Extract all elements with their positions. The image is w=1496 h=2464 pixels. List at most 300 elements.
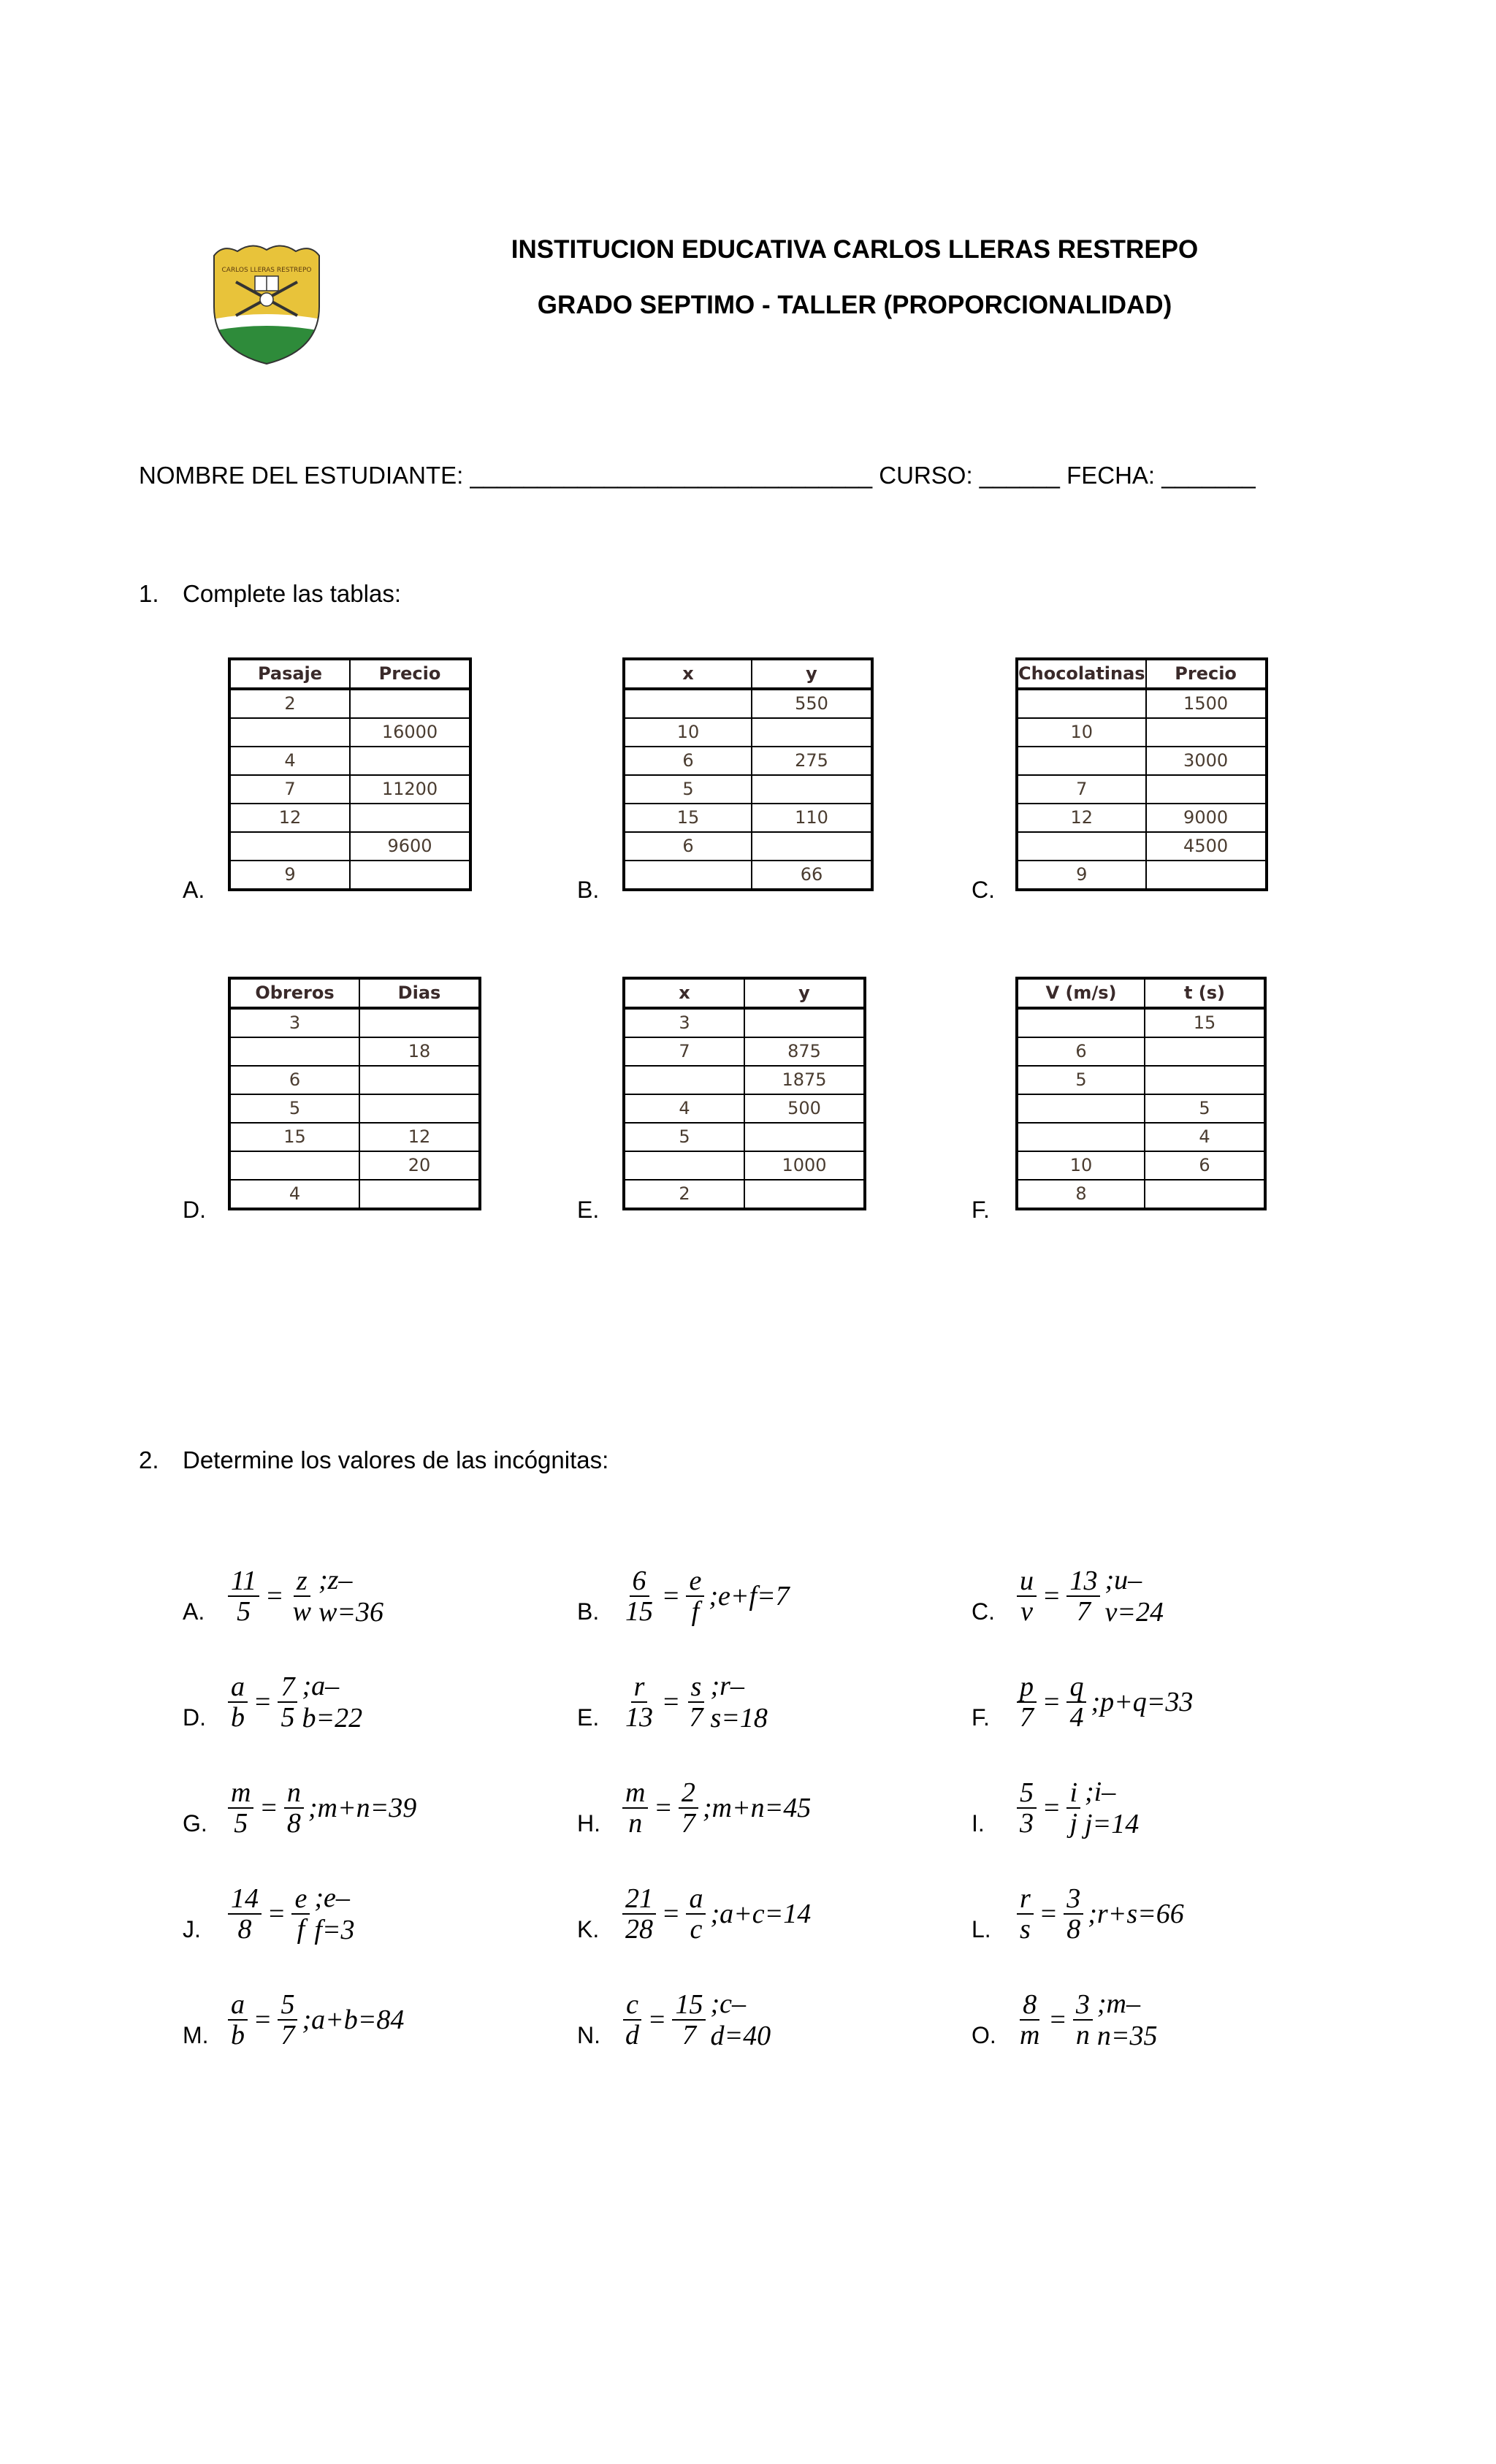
table-f xyxy=(1015,977,1267,1210)
table-cell: 12 xyxy=(359,1123,480,1151)
table-row xyxy=(1017,832,1267,861)
table-cell: 10 xyxy=(1017,718,1146,747)
numerator: c xyxy=(623,1990,641,2021)
numerator: a xyxy=(686,1884,706,1915)
equation-expression xyxy=(1014,1980,1158,2060)
numerator: 15 xyxy=(672,1990,706,2021)
empty-answer-cell[interactable] xyxy=(1017,689,1146,718)
table-d-letter: D. xyxy=(183,1197,206,1223)
table-row xyxy=(624,747,872,775)
empty-answer-cell[interactable] xyxy=(1145,1180,1265,1209)
table-row xyxy=(624,1094,865,1123)
left-fraction xyxy=(622,1884,656,1944)
table-cell: 7 xyxy=(1017,775,1146,804)
question-1-title xyxy=(139,580,401,608)
denominator: s xyxy=(1020,1914,1031,1945)
table-header-cell: y xyxy=(744,978,865,1008)
table-cell: 5 xyxy=(624,775,752,804)
table-c-letter: C. xyxy=(972,877,995,903)
table-header-row xyxy=(229,978,480,1008)
numerator: 2 xyxy=(679,1778,698,1809)
numerator: e xyxy=(291,1884,310,1915)
numerator: e xyxy=(686,1566,704,1597)
table-row xyxy=(1017,1008,1265,1037)
equals-sign: = xyxy=(1050,2005,1066,2035)
left-fraction xyxy=(622,1778,648,1838)
denominator: w xyxy=(292,1596,311,1627)
denominator: n xyxy=(1075,2020,1090,2051)
left-fraction xyxy=(228,1778,253,1838)
question-2-number: 2. xyxy=(139,1446,159,1473)
date-blank[interactable]: _______ xyxy=(1161,462,1256,489)
table-cell: 3000 xyxy=(1146,747,1267,775)
table-row xyxy=(1017,718,1267,747)
empty-answer-cell[interactable] xyxy=(350,747,470,775)
equation-expression xyxy=(619,1662,768,1742)
table-cell: 1000 xyxy=(744,1151,865,1180)
table-cell: 6 xyxy=(1017,1037,1145,1066)
table-b-letter: B. xyxy=(577,877,600,903)
equation-letter: C. xyxy=(972,1598,995,1625)
empty-answer-cell[interactable] xyxy=(359,1180,480,1209)
table-row xyxy=(229,1037,480,1066)
right-fraction xyxy=(278,1990,297,2050)
denominator: 8 xyxy=(1066,1914,1081,1945)
right-fraction xyxy=(686,1884,706,1944)
numerator: 21 xyxy=(622,1884,656,1915)
equation-letter: N. xyxy=(577,2022,600,2048)
equation-condition: ;a+c=14 xyxy=(710,1899,812,1929)
numerator: m xyxy=(228,1778,253,1809)
empty-answer-cell[interactable] xyxy=(1017,832,1146,861)
table-cell: 7 xyxy=(229,775,350,804)
empty-answer-cell[interactable] xyxy=(744,1180,865,1209)
table-row xyxy=(1017,804,1267,832)
empty-answer-cell[interactable] xyxy=(1145,1066,1265,1094)
equals-sign: = xyxy=(655,1793,671,1823)
denominator: 5 xyxy=(234,1808,248,1839)
empty-answer-cell[interactable] xyxy=(359,1008,480,1037)
table-header-cell: x xyxy=(624,659,752,689)
denominator: n xyxy=(628,1808,643,1839)
equals-sign: = xyxy=(261,1793,277,1823)
table-cell: 1500 xyxy=(1146,689,1267,718)
student-name-label: NOMBRE DEL ESTUDIANTE: xyxy=(139,462,464,489)
table-cell: 12 xyxy=(1017,804,1146,832)
table-b xyxy=(622,657,874,891)
table-row xyxy=(229,1151,480,1180)
left-fraction xyxy=(1017,1778,1037,1838)
right-fraction xyxy=(679,1778,698,1838)
table-row xyxy=(229,718,470,747)
empty-answer-cell[interactable] xyxy=(1017,1094,1145,1123)
equation-condition: ;a+b=84 xyxy=(302,2005,405,2035)
table-header-cell: Pasaje xyxy=(229,659,350,689)
empty-answer-cell[interactable] xyxy=(359,1094,480,1123)
numerator: i xyxy=(1066,1778,1080,1809)
table-row xyxy=(229,1094,480,1123)
table-row xyxy=(229,1123,480,1151)
numerator: m xyxy=(622,1778,648,1809)
numerator: 11 xyxy=(228,1566,259,1597)
left-fraction xyxy=(622,1566,656,1626)
denominator: f xyxy=(297,1914,305,1945)
table-cell: 5 xyxy=(624,1123,744,1151)
empty-answer-cell[interactable] xyxy=(350,861,470,890)
denominator: 8 xyxy=(286,1808,301,1839)
equals-sign: = xyxy=(1040,1899,1057,1929)
equation-letter: A. xyxy=(183,1598,205,1625)
denominator: 7 xyxy=(1020,1702,1034,1733)
numerator: r xyxy=(1017,1884,1034,1915)
table-row xyxy=(624,1066,865,1094)
student-info-line xyxy=(139,462,1256,489)
table-cell: 4500 xyxy=(1146,832,1267,861)
table-cell: 875 xyxy=(744,1037,865,1066)
table-cell: 4 xyxy=(229,747,350,775)
empty-answer-cell[interactable] xyxy=(350,689,470,718)
table-cell: 3 xyxy=(624,1008,744,1037)
table-cell: 6 xyxy=(229,1066,359,1094)
equation-expression xyxy=(225,1556,383,1636)
table-cell: 9600 xyxy=(350,832,470,861)
table-cell: 12 xyxy=(229,804,350,832)
equation-condition: ;a–b=22 xyxy=(302,1671,363,1733)
table-row xyxy=(229,1180,480,1209)
table-cell: 4 xyxy=(624,1094,744,1123)
equation-condition: ;m–n=35 xyxy=(1096,1988,1158,2051)
table-header-cell: Obreros xyxy=(229,978,359,1008)
right-fraction xyxy=(284,1778,304,1838)
equals-sign: = xyxy=(649,2005,665,2035)
denominator: 7 xyxy=(681,1808,695,1839)
equation-letter: I. xyxy=(972,1810,985,1836)
equation-letter: K. xyxy=(577,1916,600,1942)
left-fraction xyxy=(1017,1672,1037,1732)
empty-answer-cell[interactable] xyxy=(229,1037,359,1066)
numerator: 7 xyxy=(278,1672,297,1703)
table-c xyxy=(1015,657,1268,891)
empty-answer-cell[interactable] xyxy=(359,1066,480,1094)
table-row xyxy=(1017,689,1267,718)
denominator: 4 xyxy=(1069,1702,1084,1733)
numerator: 5 xyxy=(1017,1778,1037,1809)
course-label: CURSO: xyxy=(879,462,973,489)
numerator: q xyxy=(1066,1672,1086,1703)
equals-sign: = xyxy=(267,1581,283,1611)
empty-answer-cell[interactable] xyxy=(752,775,872,804)
empty-answer-cell[interactable] xyxy=(752,718,872,747)
equation-expression xyxy=(619,1556,790,1636)
numerator: s xyxy=(688,1672,705,1703)
left-fraction xyxy=(622,1990,642,2050)
equals-sign: = xyxy=(255,1687,271,1717)
table-row xyxy=(1017,1037,1265,1066)
numerator: 3 xyxy=(1064,1884,1083,1915)
left-fraction xyxy=(1017,1990,1042,2050)
table-row xyxy=(229,861,470,890)
numerator: 13 xyxy=(1066,1566,1100,1597)
empty-answer-cell[interactable] xyxy=(744,1123,865,1151)
denominator: 7 xyxy=(682,2020,696,2051)
equation-condition: ;i–j=14 xyxy=(1085,1777,1140,1839)
denominator: 28 xyxy=(625,1914,653,1945)
equation-expression xyxy=(225,1662,362,1742)
equation-condition: ;m+n=45 xyxy=(702,1793,812,1823)
denominator: 13 xyxy=(625,1702,653,1733)
denominator: 7 xyxy=(689,1702,703,1733)
table-header-cell: V (m/s) xyxy=(1017,978,1145,1008)
empty-answer-cell[interactable] xyxy=(350,804,470,832)
table-row xyxy=(229,1066,480,1094)
question-1-number: 1. xyxy=(139,580,159,607)
right-fraction xyxy=(278,1672,297,1732)
numerator: 8 xyxy=(1020,1990,1039,2021)
table-row xyxy=(624,775,872,804)
equation-letter: E. xyxy=(577,1704,600,1731)
equation-letter: O. xyxy=(972,2022,996,2048)
empty-answer-cell[interactable] xyxy=(1146,861,1267,890)
table-cell: 2 xyxy=(229,689,350,718)
empty-answer-cell[interactable] xyxy=(624,861,752,890)
table-cell: 9000 xyxy=(1146,804,1267,832)
table-row xyxy=(229,832,470,861)
table-row xyxy=(624,861,872,890)
table-cell: 20 xyxy=(359,1151,480,1180)
empty-answer-cell[interactable] xyxy=(229,832,350,861)
table-row xyxy=(624,1037,865,1066)
table-row xyxy=(1017,775,1267,804)
equation-letter: H. xyxy=(577,1810,600,1836)
right-fraction xyxy=(1066,1672,1086,1732)
table-e xyxy=(622,977,866,1210)
left-fraction xyxy=(228,1884,262,1944)
table-cell: 6 xyxy=(624,747,752,775)
table-row xyxy=(1017,1123,1265,1151)
empty-answer-cell[interactable] xyxy=(1145,1037,1265,1066)
empty-answer-cell[interactable] xyxy=(1146,775,1267,804)
table-cell: 15 xyxy=(624,804,752,832)
school-logo xyxy=(208,241,325,365)
denominator: m xyxy=(1020,2020,1040,2051)
denominator: 8 xyxy=(237,1914,252,1945)
table-row xyxy=(229,689,470,718)
table-row xyxy=(1017,1094,1265,1123)
table-row xyxy=(1017,1066,1265,1094)
denominator: 5 xyxy=(280,1702,295,1733)
table-f-letter: F. xyxy=(972,1197,990,1223)
left-fraction xyxy=(622,1672,656,1732)
left-fraction xyxy=(228,1990,248,2050)
equation-expression xyxy=(619,1980,771,2060)
table-cell: 1875 xyxy=(744,1066,865,1094)
institution-title: INSTITUCION EDUCATIVA CARLOS LLERAS RESTREPO xyxy=(511,235,1199,264)
equation-expression xyxy=(225,1874,355,1954)
equation-condition: ;p+q=33 xyxy=(1091,1687,1194,1717)
equation-letter: D. xyxy=(183,1704,206,1731)
empty-answer-cell[interactable] xyxy=(1017,747,1146,775)
workshop-title: GRADO SEPTIMO - TALLER (PROPORCIONALIDAD) xyxy=(537,291,1172,319)
table-header-cell: Precio xyxy=(350,659,470,689)
left-fraction xyxy=(228,1566,259,1626)
table-header-cell: Precio xyxy=(1146,659,1267,689)
table-cell: 2 xyxy=(624,1180,744,1209)
table-cell: 66 xyxy=(752,861,872,890)
equation-condition: ;m+n=39 xyxy=(308,1793,417,1823)
equals-sign: = xyxy=(663,1687,679,1717)
equation-expression xyxy=(225,1980,404,2060)
numerator: p xyxy=(1017,1672,1037,1703)
equation-condition: ;e+f=7 xyxy=(709,1581,790,1611)
table-header-row xyxy=(229,659,470,689)
numerator: 3 xyxy=(1073,1990,1093,2021)
table-cell: 9 xyxy=(229,861,350,890)
table-cell: 7 xyxy=(624,1037,744,1066)
equation-letter: L. xyxy=(972,1916,991,1942)
logo-text: CARLOS LLERAS RESTREPO xyxy=(221,267,312,274)
table-header-row xyxy=(624,659,872,689)
empty-answer-cell[interactable] xyxy=(744,1008,865,1037)
question-2-title xyxy=(139,1446,608,1474)
equals-sign: = xyxy=(1044,1687,1060,1717)
left-fraction xyxy=(1017,1566,1037,1626)
table-cell: 15 xyxy=(229,1123,359,1151)
table-cell: 5 xyxy=(1145,1094,1265,1123)
table-row xyxy=(624,804,872,832)
empty-answer-cell[interactable] xyxy=(1146,718,1267,747)
table-row xyxy=(624,1008,865,1037)
denominator: c xyxy=(690,1914,703,1945)
table-header-cell: t (s) xyxy=(1145,978,1265,1008)
equation-letter: F. xyxy=(972,1704,990,1731)
equals-sign: = xyxy=(1044,1793,1060,1823)
equation-expression xyxy=(1014,1874,1184,1954)
table-cell: 6 xyxy=(1145,1151,1265,1180)
table-header-cell: x xyxy=(624,978,744,1008)
numerator: r xyxy=(631,1672,648,1703)
equals-sign: = xyxy=(663,1581,679,1611)
equation-expression xyxy=(619,1874,811,1954)
table-cell: 275 xyxy=(752,747,872,775)
table-cell: 6 xyxy=(624,832,752,861)
table-cell: 16000 xyxy=(350,718,470,747)
denominator: j xyxy=(1069,1808,1077,1839)
table-row xyxy=(624,1180,865,1209)
equals-sign: = xyxy=(1044,1581,1060,1611)
question-2-text: Determine los valores de las incógnitas: xyxy=(183,1446,609,1473)
table-a xyxy=(228,657,472,891)
table-cell: 110 xyxy=(752,804,872,832)
denominator: 5 xyxy=(237,1596,251,1627)
equation-letter: B. xyxy=(577,1598,600,1625)
empty-answer-cell[interactable] xyxy=(229,1151,359,1180)
table-row xyxy=(624,832,872,861)
course-blank[interactable]: ______ xyxy=(979,462,1060,489)
table-cell: 8 xyxy=(1017,1180,1145,1209)
table-row xyxy=(1017,1180,1265,1209)
table-row xyxy=(624,1123,865,1151)
date-label: FECHA: xyxy=(1066,462,1156,489)
denominator: v xyxy=(1020,1596,1033,1627)
numerator: u xyxy=(1017,1566,1037,1597)
empty-answer-cell[interactable] xyxy=(229,718,350,747)
table-cell: 4 xyxy=(1145,1123,1265,1151)
left-fraction xyxy=(228,1672,248,1732)
denominator: 7 xyxy=(280,2020,295,2051)
table-row xyxy=(1017,1151,1265,1180)
table-a-letter: A. xyxy=(183,877,205,903)
table-header-row xyxy=(1017,978,1265,1008)
table-cell: 4 xyxy=(229,1180,359,1209)
equation-condition: ;z–w=36 xyxy=(318,1565,383,1628)
student-name-blank[interactable]: ______________________________ xyxy=(470,462,873,489)
right-fraction xyxy=(1073,1990,1093,2050)
table-row xyxy=(624,718,872,747)
denominator: f xyxy=(691,1596,700,1627)
equation-expression xyxy=(1014,1662,1193,1742)
denominator: 15 xyxy=(625,1596,653,1627)
equation-condition: ;e–f=3 xyxy=(314,1883,355,1945)
table-row xyxy=(624,1151,865,1180)
right-fraction xyxy=(291,1884,310,1944)
equation-letter: G. xyxy=(183,1810,207,1836)
table-d xyxy=(228,977,481,1210)
numerator: a xyxy=(228,1672,248,1703)
equation-expression xyxy=(1014,1556,1164,1636)
empty-answer-cell[interactable] xyxy=(1017,1123,1145,1151)
denominator: d xyxy=(625,2020,639,2051)
equation-condition: ;u–v=24 xyxy=(1104,1565,1164,1628)
table-cell: 15 xyxy=(1145,1008,1265,1037)
empty-answer-cell[interactable] xyxy=(624,689,752,718)
table-cell: 3 xyxy=(229,1008,359,1037)
equation-condition: ;c–d=40 xyxy=(710,1988,771,2051)
empty-answer-cell[interactable] xyxy=(752,832,872,861)
equals-sign: = xyxy=(663,1899,679,1929)
table-cell: 500 xyxy=(744,1094,865,1123)
left-fraction xyxy=(1017,1884,1034,1944)
equation-expression xyxy=(619,1768,811,1848)
right-fraction xyxy=(1066,1778,1080,1838)
equation-letter: J. xyxy=(183,1916,201,1942)
equation-letter: M. xyxy=(183,2022,209,2048)
table-cell: 9 xyxy=(1017,861,1146,890)
equation-expression xyxy=(225,1768,416,1848)
table-header-row xyxy=(1017,659,1267,689)
numerator: 5 xyxy=(278,1990,297,2021)
right-fraction xyxy=(686,1672,706,1732)
table-cell: 5 xyxy=(1017,1066,1145,1094)
denominator: 3 xyxy=(1020,1808,1034,1839)
table-header-row xyxy=(624,978,865,1008)
table-row xyxy=(229,1008,480,1037)
denominator: 7 xyxy=(1076,1596,1091,1627)
empty-answer-cell[interactable] xyxy=(1017,1008,1145,1037)
empty-answer-cell[interactable] xyxy=(624,1151,744,1180)
equals-sign: = xyxy=(269,1899,285,1929)
numerator: z xyxy=(294,1566,310,1597)
equation-expression xyxy=(1014,1768,1139,1848)
table-header-cell: Chocolatinas xyxy=(1017,659,1146,689)
table-row xyxy=(1017,861,1267,890)
table-cell: 5 xyxy=(229,1094,359,1123)
equation-condition: ;r+s=66 xyxy=(1088,1899,1184,1929)
table-e-letter: E. xyxy=(577,1197,600,1223)
equals-sign: = xyxy=(255,2005,271,2035)
equation-condition: ;r–s=18 xyxy=(710,1671,768,1733)
empty-answer-cell[interactable] xyxy=(624,1066,744,1094)
table-row xyxy=(229,747,470,775)
